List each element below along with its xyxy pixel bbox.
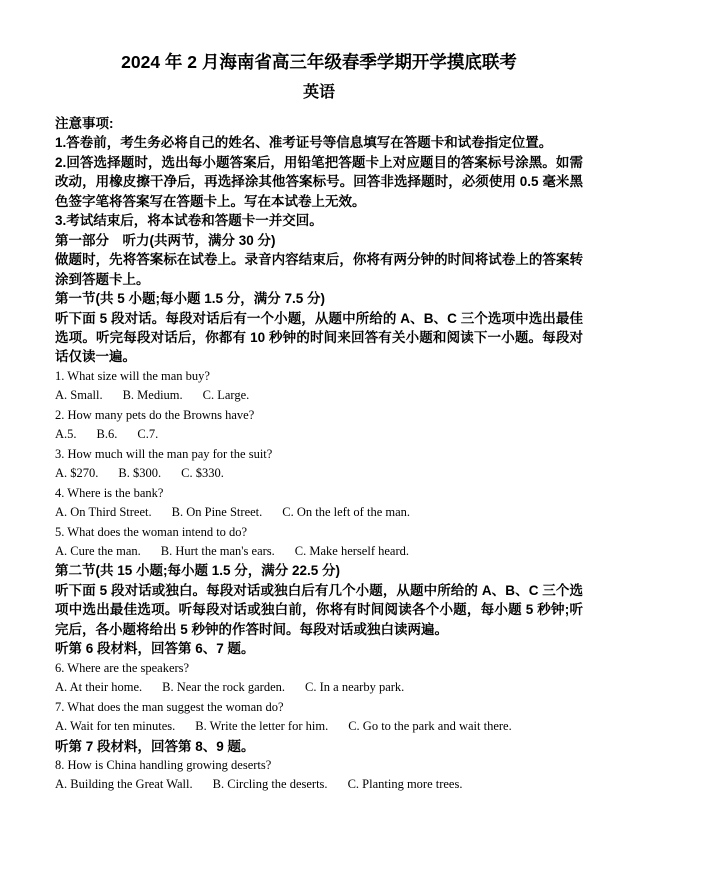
options-row-6 <box>55 678 583 697</box>
section1-heading: 第一节(共 5 小题;每小题 1.5 分，满分 7.5 分) <box>55 291 326 307</box>
options-row-4 <box>55 503 583 522</box>
option-2b: B.6. <box>96 427 118 442</box>
part1-heading: 第一部分 听力(共两节，满分 30 分) <box>55 232 276 248</box>
question-text-2: 2. How many pets do the Browns have? <box>55 407 255 422</box>
options-row-3 <box>55 464 583 483</box>
option-5b: B. Hurt the man's ears. <box>160 543 275 558</box>
notice-item-2: 2.回答选择题时，选出每小题答案后，用铅笔把答题卡上对应题目的答案标号涂黑。如需改动，用橡皮擦干净后，再选择涂其他答案标号。回答非选择题时，必须使用 0.5 毫米黑色签字笔将答案写在答题卡上。写在本试卷上无效。 <box>55 154 583 209</box>
notice-item-3: 3.考试结束后，将本试卷和答题卡一并交回。 <box>55 213 323 229</box>
option-7b: B. Write the letter for him. <box>195 719 329 734</box>
section1-instructions: 听下面 5 段对话。每段对话后有一个小题，从题中所给的 A、B、C 三个选项中选出最佳选项。听完每段对话后，你都有 10 秒钟的时间来回答有关小题和阅读下一小题。每段对话仅读一遍。 <box>55 310 583 365</box>
option-8c: C. Planting more trees. <box>347 777 463 792</box>
question-block-8 <box>55 756 583 795</box>
question-text-1: 1. What size will the man buy? <box>55 368 210 383</box>
question-block-6 <box>55 659 583 698</box>
options-row-1 <box>55 386 583 405</box>
option-3b: B. $300. <box>118 466 162 481</box>
section2-instructions: 听下面 5 段对话或独白。每段对话或独白后有几个小题，从题中所给的 A、B、C 三个选项中选出最佳选项。听每段对话或独白前，你将有时间阅读各个小题，每小题 5 秒钟;听完后，各小题将给出 5 秒钟的作答时间。每段对话或独白读两遍。 <box>55 582 583 637</box>
notice-item-1: 1.答卷前，考生务必将自己的姓名、准考证号等信息填写在答题卡和试卷指定位置。 <box>55 135 553 151</box>
question-block-5 <box>55 523 583 562</box>
question-text-7: 7. What does the man suggest the woman do? <box>55 699 284 714</box>
question-block-7 <box>55 698 583 737</box>
option-1b: B. Medium. <box>122 388 183 403</box>
question-block-3 <box>55 445 583 484</box>
option-8a: A. Building the Great Wall. <box>55 777 193 792</box>
passage2-heading: 听第 7 段材料，回答第 8、9 题。 <box>55 738 255 754</box>
option-6c: C. In a nearby park. <box>305 680 405 695</box>
question-text-4: 4. Where is the bank? <box>55 485 164 500</box>
option-7a: A. Wait for ten minutes. <box>55 719 176 734</box>
option-4b: B. On Pine Street. <box>171 505 263 520</box>
question-block-1 <box>55 367 583 406</box>
options-row-2 <box>55 425 583 444</box>
question-block-4 <box>55 484 583 523</box>
passage1-heading: 听第 6 段材料，回答第 6、7 题。 <box>55 641 255 657</box>
option-3a: A. $270. <box>55 466 99 481</box>
option-1c: C. Large. <box>202 388 250 403</box>
option-2a: A.5. <box>55 427 77 442</box>
question-text-8: 8. How is China handling growing deserts? <box>55 757 272 772</box>
option-8b: B. Circling the deserts. <box>212 777 328 792</box>
option-5c: C. Make herself heard. <box>294 543 409 558</box>
section2-heading: 第二节(共 15 小题;每小题 1.5 分，满分 22.5 分) <box>55 563 341 579</box>
option-1a: A. Small. <box>55 388 103 403</box>
options-row-8 <box>55 775 583 794</box>
part1-intro: 做题时，先将答案标在试卷上。录音内容结束后，你将有两分钟的时间将试卷上的答案转涂到答题卡上。 <box>55 252 583 287</box>
question-text-5: 5. What does the woman intend to do? <box>55 524 248 539</box>
option-2c: C.7. <box>137 427 159 442</box>
question-text-3: 3. How much will the man pay for the suit? <box>55 446 273 461</box>
question-block-2 <box>55 406 583 445</box>
option-6b: B. Near the rock garden. <box>162 680 286 695</box>
option-6a: A. At their home. <box>55 680 143 695</box>
option-4a: A. On Third Street. <box>55 505 152 520</box>
option-4c: C. On the left of the man. <box>282 505 411 520</box>
page-title: 2024 年 2 月海南省高三年级春季学期开学摸底联考 <box>121 52 517 72</box>
options-row-5 <box>55 542 583 561</box>
notice-heading: 注意事项: <box>55 116 114 131</box>
page-subtitle: 英语 <box>302 84 335 101</box>
question-text-6: 6. Where are the speakers? <box>55 660 190 675</box>
option-3c: C. $330. <box>181 466 224 481</box>
option-7c: C. Go to the park and wait there. <box>348 719 512 734</box>
option-5a: A. Cure the man. <box>55 543 141 558</box>
options-row-7 <box>55 717 583 736</box>
